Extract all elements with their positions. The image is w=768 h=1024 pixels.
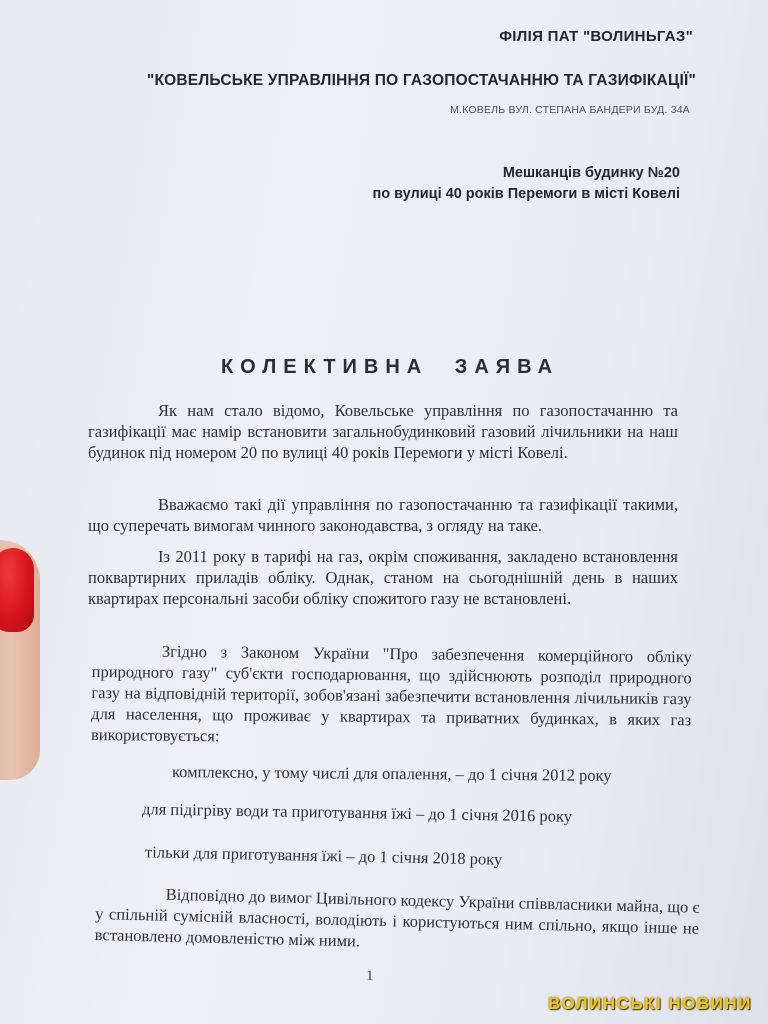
list-item-2: для підігріву води та приготування їжі – до 1 січня 2016 року (141, 799, 573, 826)
paragraph-1: Як нам стало відомо, Ковельське управління по газопостачанню та газифікації має намір встановити загальнобудинковий газовий лічильники на наш будинок під номером 20 по вулиці 40 років Перемоги у місті Ковелі. (88, 401, 678, 462)
list-item-1: комплексно, у тому числі для опалення, – до 1 січня 2012 року (171, 762, 612, 785)
watermark-logo: ВОЛИНСЬКІ НОВИНИ (548, 994, 752, 1013)
header-department: "КОВЕЛЬСЬКЕ УПРАВЛІННЯ ПО ГАЗОПОСТАЧАННЮ ТА ГАЗИФІКАЦІЇ" (146, 72, 696, 89)
addressee-line-2: по вулиці 40 років Перемоги в місті Ковелі (372, 186, 680, 202)
page-number: 1 (366, 968, 374, 984)
paragraph-4: Згідно з Законом України "Про забезпечення комерційного обліку природного газу" суб'єкти господарювання, що здійснюють розподіл природного газу на відповідній території, зобов'язані забезпечити встановлення лічильників газу для населення, що проживає у квартирах та приватних будинках, в яких газ використовується: (90, 641, 692, 746)
header-organization: ФІЛІЯ ПАТ "ВОЛИНЬГАЗ" (499, 28, 693, 45)
addressee-line-1: Мешканців будинку №20 (502, 165, 680, 181)
list-item-3: тільки для приготування їжі – до 1 січня 2018 року (144, 842, 503, 869)
header-address: М.КОВЕЛЬ ВУЛ. СТЕПАНА БАНДЕРИ БУД. 34А (450, 104, 690, 116)
paragraph-3: Із 2011 року в тарифі на газ, окрім споживання, закладено встановлення поквартирних приладів обліку. Однак, станом на сьогоднішній день в наших квартирах персональні засоби обліку спожитого газу не встановлені. (88, 547, 678, 608)
document-title: КОЛЕКТИВНА ЗАЯВА (220, 356, 560, 378)
paragraph-2: Вважаємо такі дії управління по газопостачанню та газифікації такими, що суперечать вимогам чинного законодавства, з огляду на таке. (88, 495, 678, 535)
addressee-block (372, 163, 680, 205)
paragraph-5: Відповідно до вимог Цивільного кодексу України співвласники майна, що є у спільній сумісній власності, володіють і користуються ним спільно, якщо інше не встановлено домовленістю між ними. (94, 884, 700, 951)
red-fingernail (0, 548, 34, 632)
